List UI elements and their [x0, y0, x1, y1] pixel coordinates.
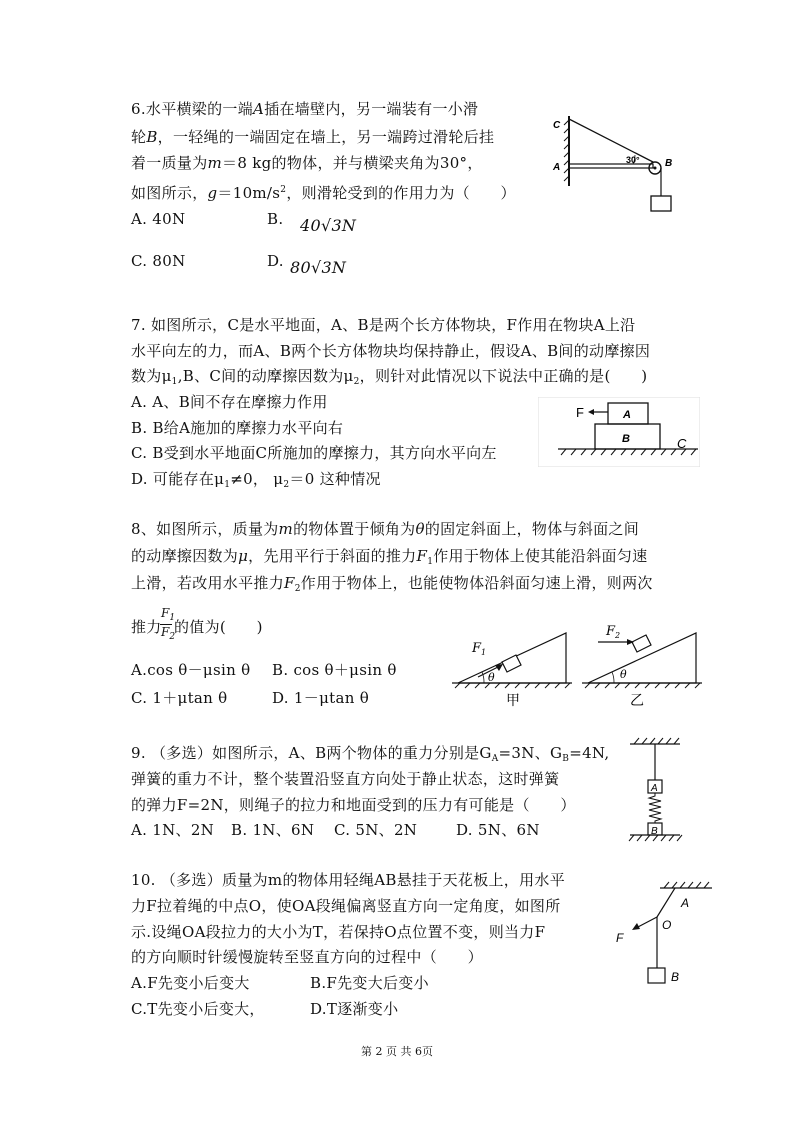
q7-line-2: 水平向左的力，而A、B两个长方体物块均保持静止，假设A、B间的动摩擦因: [131, 342, 651, 360]
figure-frame: [538, 397, 700, 467]
ceiling-hatching: [634, 738, 679, 744]
label-o: O: [662, 918, 672, 932]
q8-option-a: A.cos θ－μsin θ: [131, 661, 251, 679]
hatching-jia: [455, 683, 570, 688]
label-f2: $F_2$: [606, 624, 621, 640]
label-b: B: [671, 970, 680, 984]
q8-figure-inclines: [448, 615, 708, 710]
q8-line-2: 的动摩擦因数为μ，先用平行于斜面的推力$F_1$作用于物体上使其能沿斜面匀速: [131, 547, 648, 567]
label-b: B: [622, 433, 630, 445]
q9-line-2: 弹簧的重力不计，整个装置沿竖直方向处于静止状态，这时弹簧: [131, 770, 560, 788]
ceiling-hatching: [664, 882, 709, 888]
q9-line-3: 的弹力F=2N，则绳子的拉力和地面受到的压力有可能是（ ）: [131, 796, 576, 814]
q6-option-b-label: B.: [267, 210, 284, 228]
label-angle: 30°: [626, 155, 640, 165]
label-f: F: [576, 405, 584, 420]
q10-figure-rope: [608, 880, 720, 992]
q9-option-c: C. 5N、2N: [334, 821, 418, 839]
q10-line-3: 示.设绳OA段拉力的大小为T，若保持O点位置不变，则当力F: [131, 923, 546, 941]
label-a: A: [651, 783, 658, 794]
label-b: B: [665, 158, 673, 169]
q7-figure-blocks: [538, 397, 700, 467]
label-yi: 乙: [630, 693, 644, 709]
label-theta-jia: θ: [488, 671, 495, 684]
q9-option-b: B. 1N、6N: [231, 821, 315, 839]
ground-hatching: [561, 449, 696, 455]
force-arrowhead: [588, 409, 594, 415]
label-f1: $F_1$: [472, 641, 487, 657]
q7-option-a: A. A、B间不存在摩擦力作用: [131, 393, 328, 411]
rope-to-wall: [569, 119, 653, 162]
label-a: A: [623, 409, 631, 421]
q6-line-3: 着一质量为m＝8 kg的物体，并与横梁夹角为30°，: [131, 154, 483, 172]
q6-line-4: 如图所示，$g=10m/s^2$，则滑轮受到的作用力为（ ）: [131, 184, 516, 202]
q8-line-4-label: 推力: [131, 618, 162, 636]
angle-arc-yi: [612, 672, 614, 683]
q8-fraction-denominator: $F_2$: [161, 625, 176, 642]
q10-line-4: 的方向顺时针缓慢旋转至竖直方向的过程中（ ）: [131, 948, 483, 966]
q6-option-a: A. 40N: [131, 210, 186, 228]
horizontal-beam: [569, 164, 653, 168]
page-footer: 第 2 页 共 6页: [361, 1045, 433, 1058]
hanging-mass: [648, 968, 665, 983]
q6-option-d-value: 80√3N: [290, 258, 347, 277]
q9-option-a: A. 1N、2N: [131, 821, 215, 839]
rope-oa: [657, 888, 675, 917]
q10-line-2: 力F拉着绳的中点O，使OA段绳偏离竖直方向一定角度，如图所: [131, 897, 561, 915]
q7-option-b: B. B给A施加的摩擦力水平向右: [131, 419, 344, 437]
q6-option-d-label: D.: [267, 252, 284, 270]
q8-line-1: 8、如图所示，质量为m的物体置于倾角为θ的固定斜面上，物体与斜面之间: [131, 520, 640, 538]
hanging-mass: [651, 196, 671, 211]
q9-line-1: 9. （多选）如图所示，A、B两个物体的重力分别是$G_A=3N$、$G_B=4N$,: [131, 744, 610, 764]
label-c: C: [677, 436, 687, 451]
label-jia: 甲: [506, 693, 520, 709]
q7-line-1: 7. 如图所示，C是水平地面，A、B是两个长方体物块，F作用在物块A上沿: [131, 316, 636, 334]
label-theta-yi: θ: [620, 668, 627, 681]
q6-option-c: C. 80N: [131, 252, 186, 270]
block-yi: [632, 635, 651, 652]
label-b: B: [651, 826, 658, 837]
q6-figure-pulley: [545, 108, 685, 216]
force-f-line: [636, 917, 657, 928]
q6-line-2: 轮B，一轻绳的一端固定在墙上，另一端跨过滑轮后挂: [131, 128, 495, 146]
label-a: A: [681, 896, 690, 910]
q9-option-d: D. 5N、6N: [456, 821, 540, 839]
q10-option-a: A.F先变小后变大: [131, 974, 250, 992]
pulley-axle: [654, 167, 657, 170]
q8-fraction-numerator: $F_1$: [161, 606, 176, 623]
q9-figure-spring: [620, 736, 692, 846]
q8-line-4-suffix: 的值为( ): [174, 618, 263, 636]
label-a: A: [553, 162, 561, 173]
block-jia: [502, 655, 521, 672]
q8-option-b: B. cos θ＋μsin θ: [272, 661, 397, 679]
q6-option-b-value: 40√3N: [300, 216, 357, 235]
q10-option-c: C.T先变小后变大，: [131, 1000, 265, 1018]
q8-option-d: D. 1－μtan θ: [272, 689, 370, 707]
label-f: F: [616, 931, 624, 945]
q7-line-3: 数为$\mu_1,B$、C间的动摩擦因数为$\mu_2$，则针对此情况以下说法中正确的是( ): [131, 367, 648, 387]
spring: [649, 793, 661, 823]
label-c: C: [553, 120, 561, 131]
q6-line-1: 6.水平横梁的一端A插在墙壁内，另一端装有一小滑: [131, 100, 479, 118]
q10-option-d: D.T逐渐变小: [310, 1000, 399, 1018]
q8-line-3: 上滑，若改用水平推力$F_2$作用于物体上，也能使物体沿斜面匀速上滑，则两次: [131, 574, 653, 594]
q10-option-b: B.F先变大后变小: [310, 974, 429, 992]
hatching-yi: [585, 683, 700, 688]
q8-option-c: C. 1＋μtan θ: [131, 689, 228, 707]
q10-line-1: 10. （多选）质量为m的物体用轻绳AB悬挂于天花板上，用水平: [131, 871, 566, 889]
q7-option-d: D. 可能存在$\mu_1\ne 0$， $\mu_2=0$ 这种情况: [131, 470, 381, 490]
q7-option-c: C. B受到水平地面C所施加的摩擦力，其方向水平向左: [131, 444, 497, 462]
